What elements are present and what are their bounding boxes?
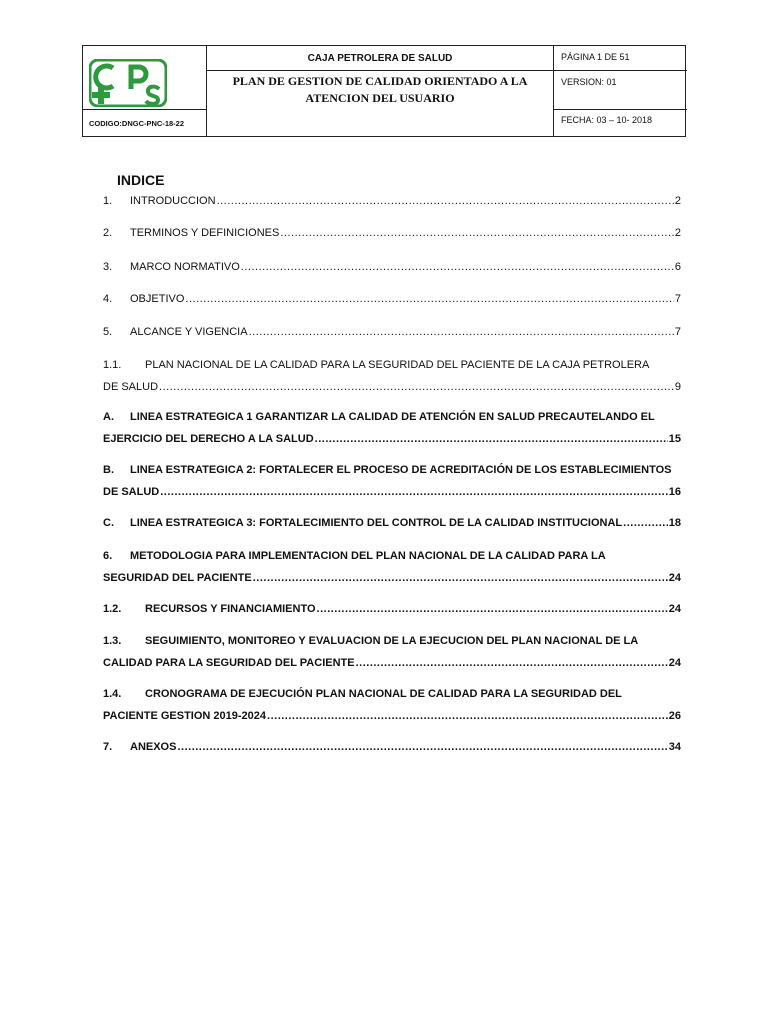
plan-title <box>207 71 553 111</box>
toc-entry[interactable]: 1. INTRODUCCION ..... 2 <box>103 190 681 212</box>
plan-title-line2: ATENCION DEL USUARIO <box>305 91 455 105</box>
toc-entry[interactable]: 1.1. PLAN NACIONAL DE LA CALIDAD PARA LA SEGURIDAD DEL PACIENTE DE LA CAJA PETROLERA DE SALUD ..... 9 <box>103 354 681 398</box>
toc-entry[interactable]: A. LINEA ESTRATEGICA 1 GARANTIZAR LA CALIDAD DE ATENCIÓN EN SALUD PRECAUTELANDO EL EJERCICIO DEL DERECHO A LA SALUD ..... 15 <box>103 406 681 450</box>
toc-entry[interactable]: 7. ANEXOS ..... 34 <box>103 736 681 758</box>
version: VERSION: 01 <box>561 77 617 87</box>
toc-entry[interactable]: 1.4. CRONOGRAMA DE EJECUCIÓN PLAN NACIONAL DE CALIDAD PARA LA SEGURIDAD DEL PACIENTE GESTION 2019-2024 ..... 26 <box>103 683 681 727</box>
organization-name: CAJA PETROLERA DE SALUD <box>307 52 453 64</box>
toc-entry[interactable]: 5. ALCANCE Y VIGENCIA ..... 7 <box>103 321 681 343</box>
toc-entry[interactable]: B. LINEA ESTRATEGICA 2: FORTALECER EL PROCESO DE ACREDITACIÓN DE LOS ESTABLECIMIENTOS DE SALUD ..... 16 <box>103 459 681 503</box>
toc-entry[interactable]: 4. OBJETIVO ..... 7 <box>103 288 681 310</box>
date: FECHA: 03 – 10- 2018 <box>561 115 653 125</box>
document-header-table <box>82 45 686 137</box>
toc-entry[interactable]: 1.2. RECURSOS Y FINANCIAMIENTO ..... 24 <box>103 598 681 620</box>
page-number: PÁGINA 1 DE 51 <box>561 52 630 62</box>
toc-entry[interactable]: 3. MARCO NORMATIVO ..... 6 <box>103 256 681 278</box>
toc-entry[interactable]: 1.3. SEGUIMIENTO, MONITOREO Y EVALUACION DE LA EJECUCION DEL PLAN NACIONAL DE LA CALIDAD PARA LA SEGURIDAD DEL PACIENTE ..... 24 <box>103 630 681 674</box>
cps-logo-icon <box>89 59 167 107</box>
plan-title-line1: PLAN DE GESTION DE CALIDAD ORIENTADO A LA <box>232 74 528 88</box>
document-code: CODIGO:DNGC-PNC-18-22 <box>89 119 185 128</box>
index-title: INDICE <box>117 172 165 188</box>
toc-entry[interactable]: 2. TERMINOS Y DEFINICIONES ..... 2 <box>103 222 681 244</box>
toc-entry[interactable]: 6. METODOLOGIA PARA IMPLEMENTACION DEL PLAN NACIONAL DE LA CALIDAD PARA LA SEGURIDAD DEL PACIENTE ..... 24 <box>103 545 681 589</box>
toc-entry[interactable]: C. LINEA ESTRATEGICA 3: FORTALECIMIENTO DEL CONTROL DE LA CALIDAD INSTITUCIONAL ..... 18 <box>103 512 681 534</box>
cps-logo <box>83 46 206 109</box>
